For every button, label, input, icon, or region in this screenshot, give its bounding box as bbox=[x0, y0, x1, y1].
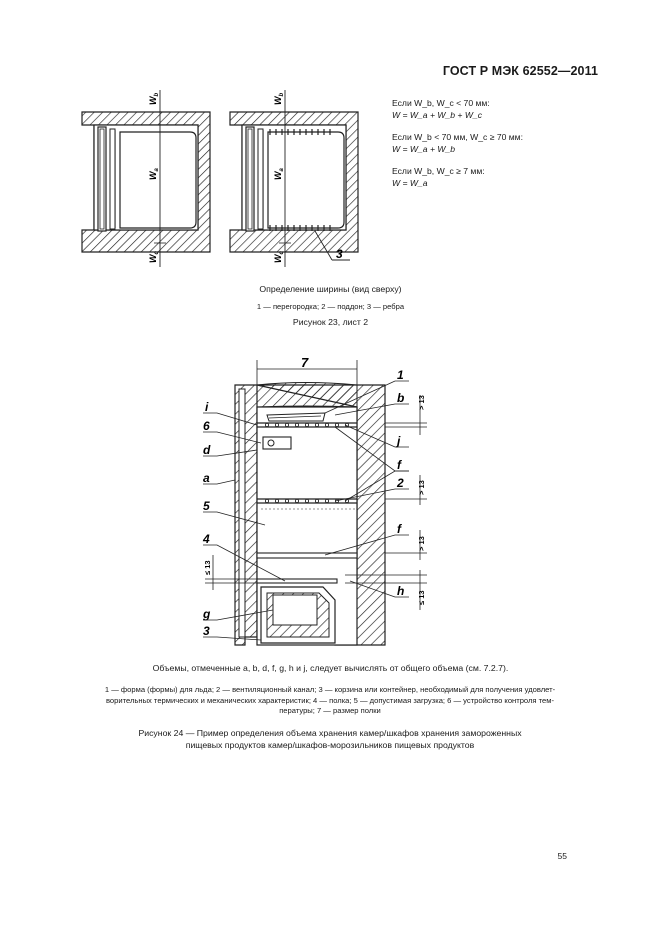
fig23-right-cabinet bbox=[230, 90, 358, 267]
figure-23-drawing bbox=[70, 85, 370, 270]
label-3: 3 bbox=[203, 624, 210, 638]
fig23-left-cabinet bbox=[82, 90, 210, 267]
label-g: g bbox=[203, 607, 211, 621]
figure-24-drawing bbox=[195, 355, 455, 647]
label-6: 6 bbox=[203, 419, 210, 433]
fig24-legend-line-3: пературы; 7 — размер полки bbox=[279, 706, 381, 716]
label-5: 5 bbox=[203, 499, 210, 513]
formula-2-condition: Если W_b < 70 мм, W_c ≥ 70 мм: bbox=[392, 132, 523, 142]
wa-label-left: $W_a$ bbox=[148, 168, 160, 180]
label-h: h bbox=[397, 584, 405, 598]
dim-13-left: ≤ 13 bbox=[203, 560, 212, 575]
formula-3-equation: W = W_a bbox=[392, 177, 428, 188]
dim-7-label: 7 bbox=[301, 355, 309, 370]
label-i: i bbox=[205, 400, 209, 414]
fig24-legend-line-1: 1 — форма (формы) для льда; 2 — вентиляционный канал; 3 — корзина или контейнер, необходимый для получения удовлет- bbox=[104, 685, 556, 694]
formula-block bbox=[392, 98, 622, 189]
label-2: 2 bbox=[397, 476, 404, 490]
wc-label-left: $W_c$ bbox=[148, 251, 160, 263]
fig24-legend-line-2: ворительных термических и механических характеристик; 4 — полка; 5 — допустимая загрузка; 6 — устройство контроля тем- bbox=[105, 695, 555, 705]
fig23-caption: Рисунок 23, лист 2 bbox=[292, 317, 369, 327]
fig23-legend: 1 — перегородка; 2 — поддон; 3 — ребра bbox=[256, 302, 405, 311]
label-f-upper: f bbox=[397, 458, 401, 472]
fig24-legend bbox=[40, 685, 620, 717]
label-1: 1 bbox=[397, 368, 404, 382]
callout-3-fig23: 3 bbox=[336, 247, 343, 261]
label-b: b bbox=[397, 391, 405, 405]
formula-1-condition: Если W_b, W_c < 70 мм: bbox=[392, 98, 490, 108]
dim-13-low: > 13 bbox=[417, 536, 426, 551]
fig24-caption-line-1: Рисунок 24 — Пример определения объема хранения камер/шкафов хранения замороженных bbox=[138, 728, 522, 738]
standard-header: ГОСТ Р МЭК 62552—2011 bbox=[442, 64, 598, 78]
formula-3-condition: Если W_b, W_c ≥ 7 мм: bbox=[392, 166, 485, 176]
fig24-caption bbox=[60, 727, 600, 751]
formula-1-equation: W = W_a + W_b + W_c bbox=[392, 109, 483, 120]
dim-13-mid: > 13 bbox=[417, 480, 426, 495]
wb-label-right: $W_b$ bbox=[273, 92, 285, 105]
label-j: j bbox=[397, 434, 401, 448]
wa-label-right: $W_a$ bbox=[273, 168, 285, 180]
dim-13-bottom: ≤ 13 bbox=[417, 590, 426, 605]
label-d: d bbox=[203, 443, 211, 457]
wc-label-right: $W_c$ bbox=[273, 251, 285, 263]
label-4: 4 bbox=[203, 532, 210, 546]
page-number: 55 bbox=[557, 851, 567, 861]
fig23-subcaption: Определение ширины (вид сверху) bbox=[259, 284, 402, 294]
dim-13-top: > 13 bbox=[417, 395, 426, 410]
wb-label-left: $W_b$ bbox=[148, 92, 160, 105]
label-f-lower: f bbox=[397, 522, 401, 536]
formula-2-equation: W = W_a + W_b bbox=[392, 143, 456, 154]
volumes-note: Объемы, отмеченные a, b, d, f, g, h и j, следует вычислять от общего объема (см. 7.2.7). bbox=[152, 663, 509, 673]
label-a: a bbox=[203, 471, 210, 485]
fig24-caption-line-2: пищевых продуктов камер/шкафов-морозильников пищевых продуктов bbox=[185, 740, 475, 750]
